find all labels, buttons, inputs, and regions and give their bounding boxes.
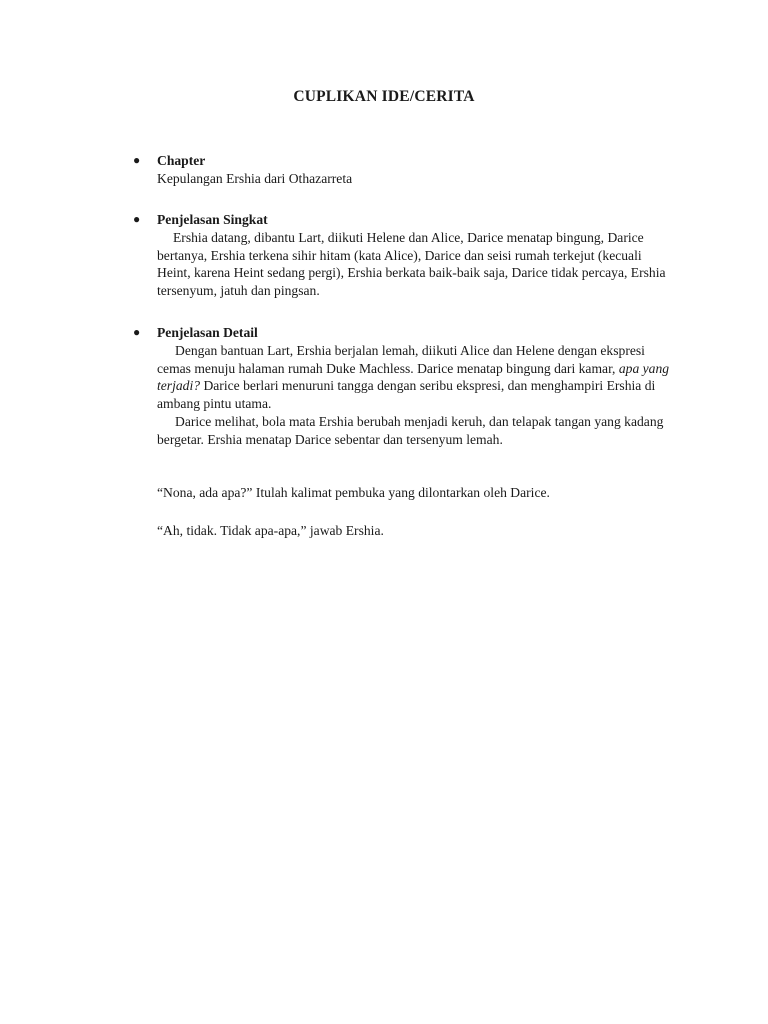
dialog-line: “Nona, ada apa?” Itulah kalimat pembuka yang dilontarkan oleh Darice. — [157, 484, 550, 500]
section-heading: Penjelasan Detail — [157, 325, 258, 340]
bullet-icon: ● — [133, 212, 141, 226]
section-heading: Penjelasan Singkat — [157, 212, 268, 227]
detail-paragraph-1 — [157, 342, 677, 413]
bullet-icon: ● — [133, 153, 141, 167]
section-body: Kepulangan Ershia dari Othazarreta — [157, 170, 353, 186]
detail-italic-text: apa yang terjadi? — [157, 360, 670, 394]
section-heading: Chapter — [157, 153, 206, 168]
document-title: CUPLIKAN IDE/CERITA — [293, 88, 475, 105]
section-chapter — [133, 152, 677, 188]
section-body: Ershia datang, dibantu Lart, diikuti Helene dan Alice, Darice menatap bingung, Darice bertanya, Ershia terkena sihir hitam (kata Alice), Darice dan seisi rumah terkejut (kecuali Heint, karena Heint sedang pergi), Ershia berkata baik-baik saja, Darice tidak percaya, Ershia tersenyum, jatuh dan pingsan. — [157, 229, 666, 299]
detail-text: Darice berlari menuruni tangga dengan seribu ekspresi, dan menghampiri Ershia di ambang pintu utama. — [157, 378, 656, 412]
detail-text: Dengan bantuan Lart, Ershia berjalan lemah, diikuti Alice dan Helene dengan ekspresi cemas menuju halaman rumah Duke Machless. Darice menatap bingung dari kamar, — [157, 342, 645, 376]
detail-paragraph-2: Darice melihat, bola mata Ershia berubah menjadi keruh, dan telapak tangan yang kadang bergetar. Ershia menatap Darice sebentar dan tersenyum lemah. — [157, 413, 664, 447]
dialog-line: “Ah, tidak. Tidak apa-apa,” jawab Ershia. — [157, 522, 384, 538]
bullet-icon: ● — [133, 325, 141, 339]
section-penjelasan-singkat — [133, 211, 677, 300]
section-penjelasan-detail — [133, 324, 677, 449]
